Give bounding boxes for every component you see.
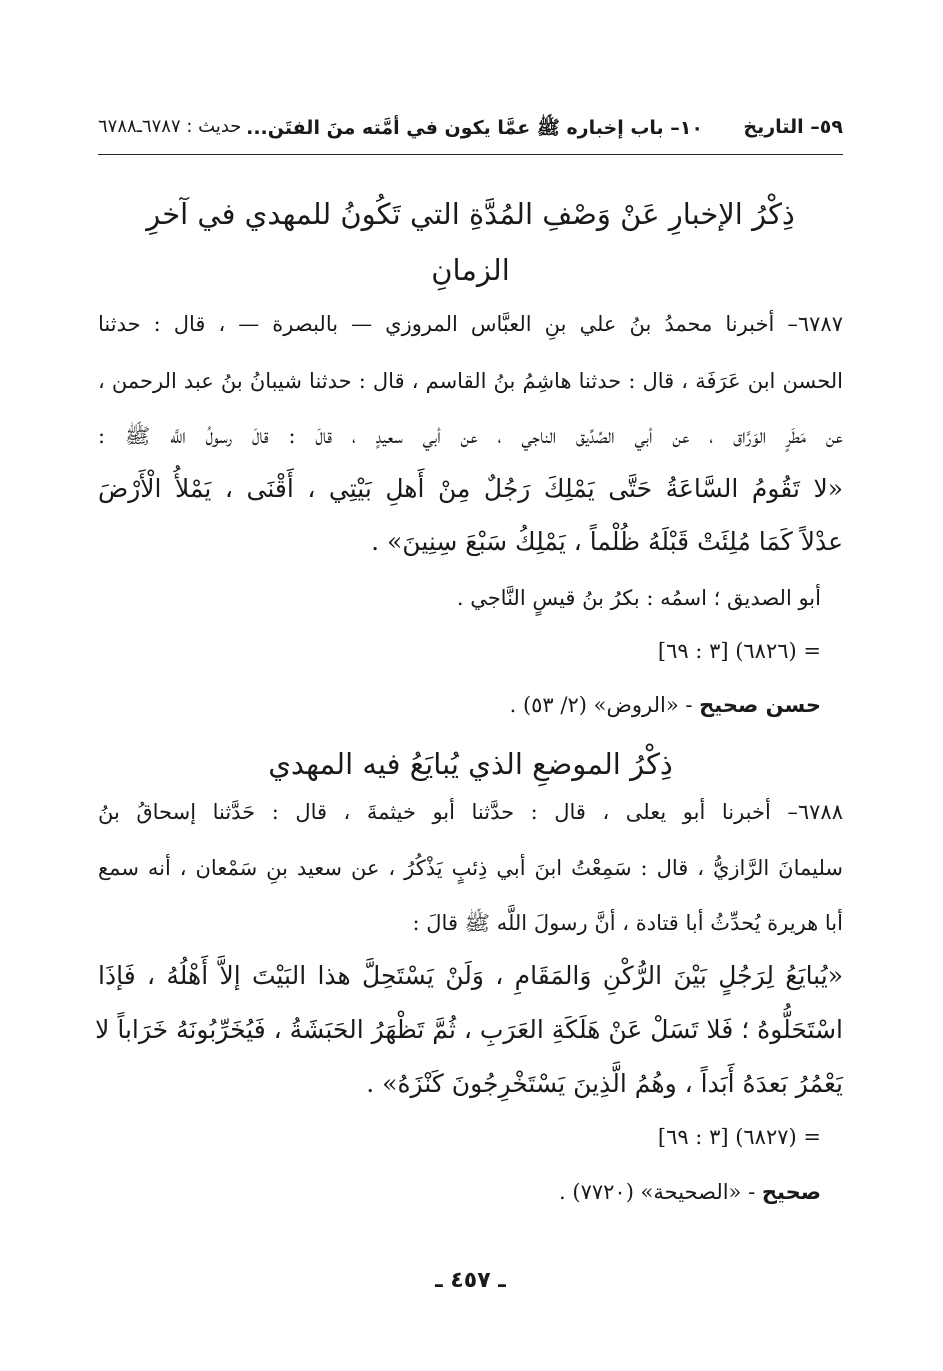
hadith-6787-grade-source: - «الروض» (٢/ ٥٣) . bbox=[509, 693, 700, 717]
hadith-6787-crossref: = (٦٨٢٦) [٣ : ٦٩] bbox=[657, 639, 821, 663]
hadith-6788-grade: صحيح bbox=[761, 1180, 821, 1204]
hadith-6788-line-2: سليمانَ الرَّازيُّ ، قال : سَمِعْتُ ابنَ أبي ذِئبٍ يَذْكُرُ ، عن سعيد بنِ سَمْعان ، أنه سمع bbox=[98, 856, 843, 880]
hadith-6787-matn-line-1: «لا تَقُومُ السَّاعَةُ حَتَّى يَمْلِكَ رَجُلٌ مِنْ أَهلِ بَيْتِي ، أَقْنَى ، يَمْلأُ الْأَرْضَ bbox=[98, 474, 843, 503]
hadith-6787-line-1: ٦٧٨٧– أخبرنا محمدُ بنُ علي بنِ العبَّاس المروزي — بالبصرة — ، قال : حدثنا bbox=[98, 312, 843, 336]
page-number: ـ ٤٥٧ ـ bbox=[435, 1268, 506, 1293]
hadith-6788-line-1: ٦٧٨٨– أخبرنا أبو يعلى ، قال : حدَّثنا أبو خيثمةَ ، قال : حَدَّثنا إسحاقُ بنُ bbox=[98, 800, 843, 824]
hadith-6787-matn-line-2: عدْلاً كَمَا مُلِئَتْ قَبْلَهُ ظُلْماً ، يَمْلِكُ سَبْعَ سِنِينَ» . bbox=[371, 527, 843, 556]
hadith-6788-matn-line-1: «يُبايَعُ لِرَجُلٍ بَيْنَ الرُّكْنِ وَالمَقَامِ ، وَلَنْ يَسْتَحِلَّ هذا البَيْتَ إلاَّ أَهْلُهُ ، فَإذَا bbox=[98, 961, 843, 990]
hadith-6788-matn-line-3: يَعْمُرُ بَعدَهُ أَبَداً ، وهُمُ الَّذِينَ يَسْتَخْرِجُونَ كَنْزَهُ» . bbox=[366, 1069, 843, 1098]
book-page bbox=[95, 0, 843, 1371]
hadith-range: حديث : ٦٧٨٧ـ٦٧٨٨ bbox=[98, 116, 242, 137]
section-heading-1-line-2: الزمانِ bbox=[431, 253, 510, 287]
hadith-6788-grade-source: - «الصحيحة» (٧٧٢٠) . bbox=[559, 1180, 762, 1204]
section-heading-2: ذِكْرُ الموضعِ الذي يُبايَعُ فيه المهدي bbox=[268, 747, 673, 781]
hadith-6787-line-3: عن مَطَرٍ الوَرَّاق ، عن أبي الصِّدِّيق الناجي ، عن أبي سعيدٍ ، قالَ : قالَ رسولُ اللَّه ﷺ : bbox=[98, 424, 843, 448]
chapter-title: ٥٩– التاريخ bbox=[743, 116, 843, 138]
running-header bbox=[98, 112, 843, 148]
bab-title: ١٠– باب إخباره ﷺ عمَّا يكون في أمَّته منَ الفتَن... bbox=[246, 117, 703, 139]
hadith-6787-note: أبو الصديق ؛ اسمُه : بكرُ بنُ قيسٍ النَّاجي . bbox=[456, 586, 821, 610]
hadith-6787-line-2: الحسن ابن عَرَفَة ، قال : حدثنا هاشِمُ بنُ القاسم ، قال : حدثنا شيبانُ بنُ عبد الرحمن ، bbox=[98, 369, 843, 393]
hadith-6788-matn-line-2: اسْتَحَلُّوهُ ؛ فَلا تَسَلْ عَنْ هَلَكَةِ العَرَبِ ، ثُمَّ تَظْهَرُ الحَبَشَةُ ، فَيُخَرِّبُونَهُ خَرَاباً لا bbox=[95, 1015, 843, 1044]
hadith-6788-crossref: = (٦٨٢٧) [٣ : ٦٩] bbox=[657, 1125, 821, 1149]
hadith-6787-grade: حسن صحيح bbox=[699, 693, 821, 717]
hadith-6788-line-3: أبا هريرة يُحدِّثُ أبا قتادة ، أنَّ رسولَ اللَّه ﷺ قالَ : bbox=[412, 911, 843, 935]
hadith-6787-grade-block bbox=[510, 693, 821, 717]
section-heading-1-line-1: ذِكْرُ الإخبارِ عَنْ وَصْفِ المُدَّةِ التي تَكُونُ للمهدي في آخرِ bbox=[146, 197, 795, 231]
hadith-6788-grade-block bbox=[559, 1180, 821, 1204]
header-divider bbox=[98, 154, 843, 155]
